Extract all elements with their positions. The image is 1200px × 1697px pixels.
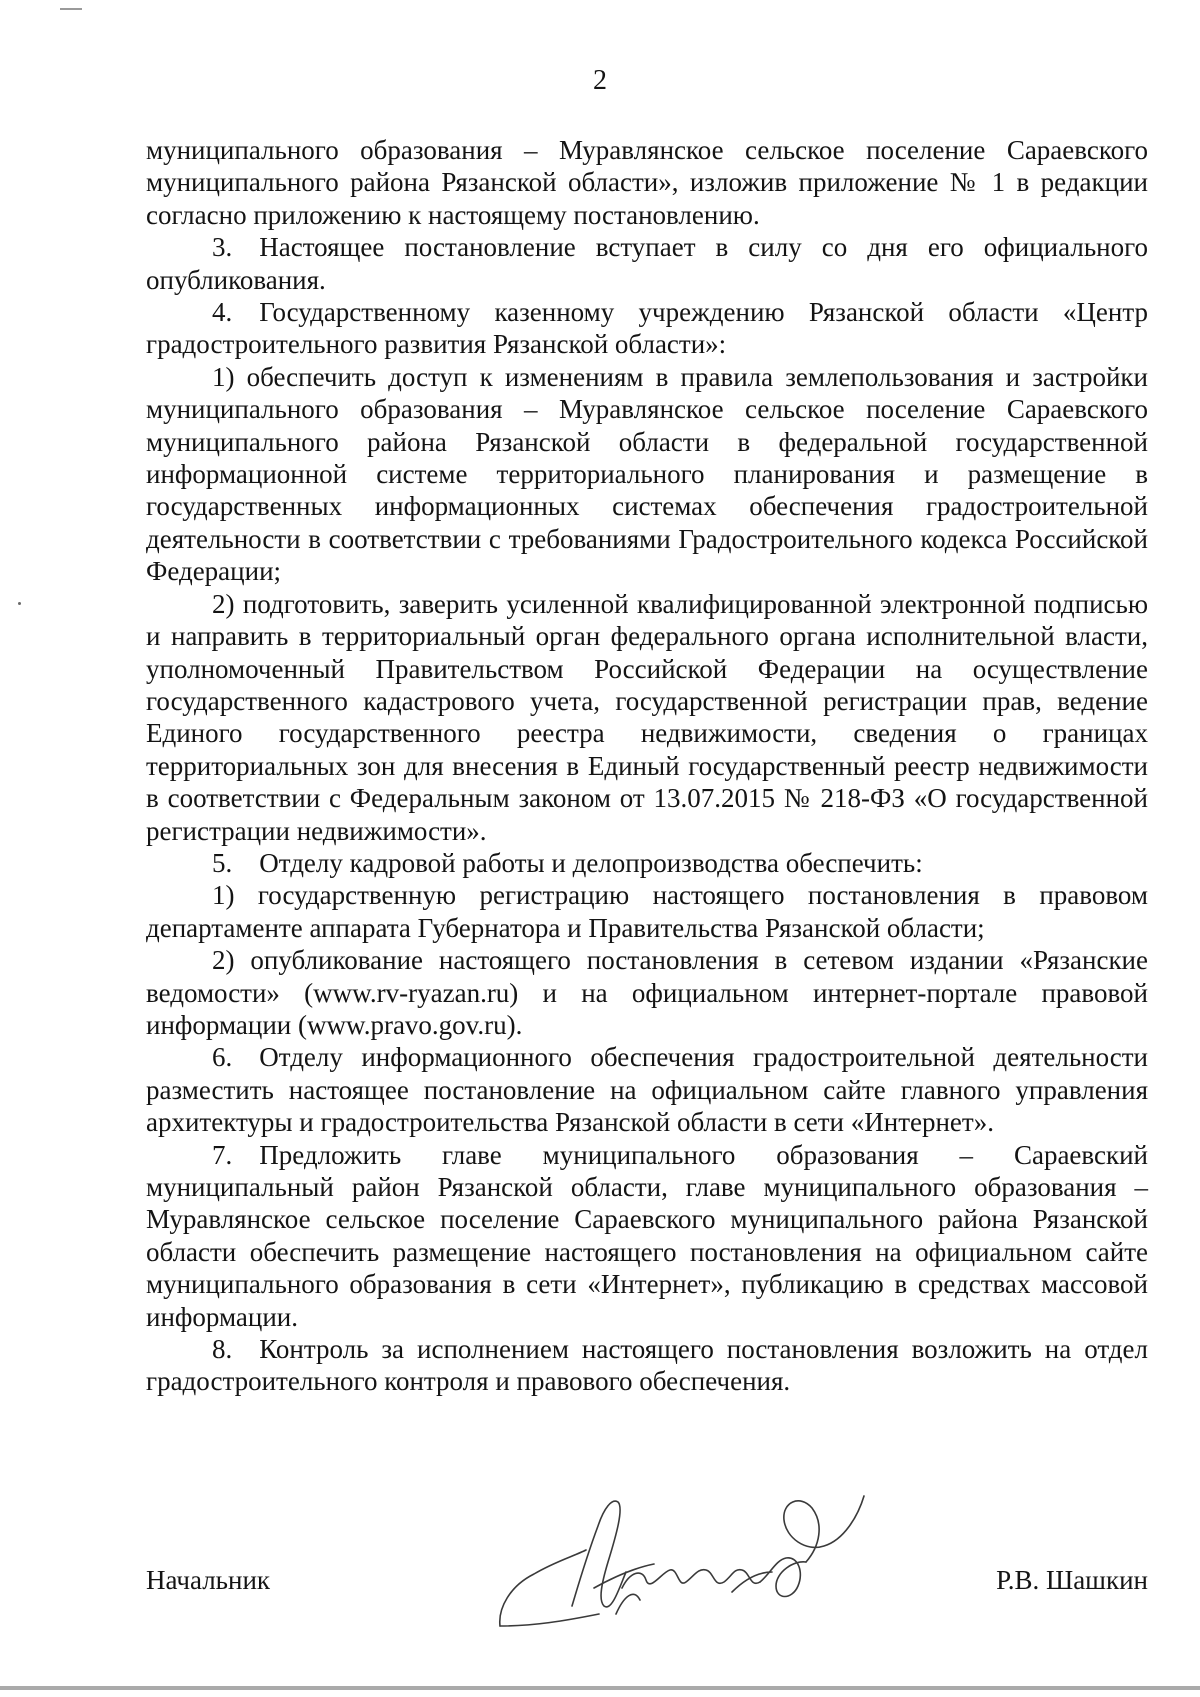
scan-mark [60,8,82,10]
paragraph-2: 3. Настоящее постановление вступает в силу со дня его официального опубликования. [146,232,1148,295]
signature-block [146,1562,1148,1598]
scan-bottom-edge [0,1686,1200,1690]
signatory-title: Начальник [146,1565,271,1595]
paragraph-1: муниципального образования – Муравлянское сельское поселение Сараевского муниципального района Рязанской области», изложив приложение № 1 в редакции согласно приложению к настоящему постановлению. [146,135,1148,230]
body-text [146,134,1148,1398]
paragraph-5: 2) подготовить, заверить усиленной квалифицированной электронной подписью и направить в территориальный орган федерального органа исполнительной власти, уполномоченный Правительством Российской Федерации на осуществление государственного кадастрового учета, государственной регистрации прав, ведение Единого государственного реестра недвижимости, сведения о границах территориальных зон для внесения в Единый государственный реестр недвижимости в соответствии с Федеральным законом от 13.07.2015 № 218-ФЗ «О государственной регистрации недвижимости». [146,588,1148,846]
paragraph-9: 6. Отделу информационного обеспечения градостроительной деятельности разместить настоящее постановление на официальном сайте главного управления архитектуры и градостроительства Рязанской области в сети «Интернет». [146,1042,1148,1138]
handwritten-signature [494,1476,874,1646]
paragraph-8: 2) опубликование настоящего постановления в сетевом издании «Рязанские ведомости» (www.rv-ryazan.ru) и на официальном интернет-портале правовой информации (www.pravo.gov.ru). [146,945,1148,1040]
paragraph-11: 8. Контроль за исполнением настоящего постановления возложить на отдел градостроительного контроля и правового обеспечения. [146,1334,1148,1397]
scan-dot [18,602,21,605]
paragraph-4: 1) обеспечить доступ к изменениям в правила землепользования и застройки муниципального образования – Муравлянское сельское поселение Сараевского муниципального района Рязанской области в федеральной государственной информационной системе территориального планирования и размещение в государственных информационных системах обеспечения градостроительной деятельности в соответствии с требованиями Градостроительного кодекса Российской Федерации; [146,361,1148,587]
paragraph-7: 1) государственную регистрацию настоящего постановления в правовом департаменте аппарата Губернатора и Правительства Рязанской области; [146,880,1148,943]
page-number: 2 [593,65,607,96]
paragraph-3: 4. Государственному казенному учреждению Рязанской области «Центр градостроительного развития Рязанской области»: [146,297,1148,360]
paragraph-6: 5. Отделу кадровой работы и делопроизводства обеспечить: [212,847,923,878]
signatory-name: Р.В. Шашкин [996,1565,1148,1595]
paragraph-10: 7. Предложить главе муниципального образования – Сараевский муниципальный район Рязанской области, главе муниципального образования – Муравлянское сельское поселение Сараевского муниципального района Рязанской области обеспечить размещение настоящего постановления на официальном сайте муниципального образования в сети «Интернет», публикацию в средствах массовой информации. [146,1139,1148,1332]
